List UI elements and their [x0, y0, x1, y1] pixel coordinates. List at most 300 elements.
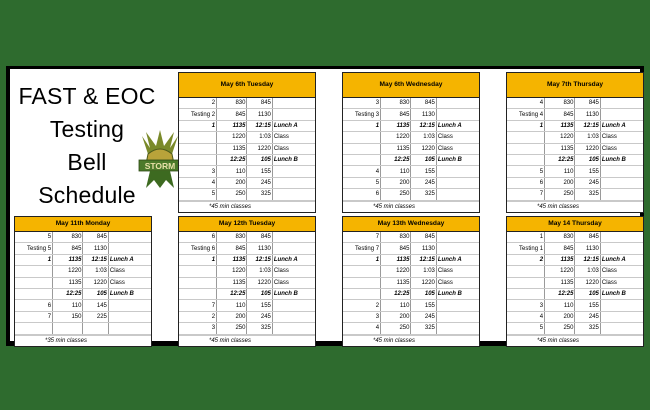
end-time-cell: 1:03: [83, 266, 108, 277]
end-time-cell: 845: [247, 232, 272, 243]
start-time-cell: 250: [381, 323, 411, 334]
schedule-row: [507, 266, 643, 277]
schedule-row: [179, 166, 315, 177]
schedule-row: [15, 254, 151, 265]
schedule-row: [507, 177, 643, 188]
start-time-cell: 830: [545, 98, 575, 109]
end-time-cell: 155: [575, 166, 600, 177]
end-time-cell: 325: [247, 323, 272, 334]
end-time-cell: 105: [83, 288, 108, 299]
start-time-cell: 1220: [381, 132, 411, 143]
schedule-footnote: *45 min classes: [179, 335, 315, 346]
period-cell: Testing 7: [343, 243, 381, 254]
start-time-cell: 110: [217, 300, 247, 311]
storm-logo: [136, 130, 184, 190]
period-cell: 6: [343, 189, 381, 200]
schedule-header: May 6th Tuesday: [179, 73, 315, 98]
start-time-cell: 1220: [53, 266, 83, 277]
period-cell: 1: [507, 120, 545, 131]
end-time-cell: [83, 323, 108, 334]
schedule-header: May 12th Tuesday: [179, 217, 315, 232]
schedule-row: [343, 311, 479, 322]
schedule-footnote: *45 min classes: [343, 201, 479, 212]
start-time-cell: 1135: [545, 120, 575, 131]
note-cell: Class: [600, 143, 643, 154]
schedule-row: [507, 277, 643, 288]
schedule-row: [507, 109, 643, 120]
start-time-cell: 830: [217, 232, 247, 243]
note-cell: [600, 311, 643, 322]
note-cell: Class: [600, 132, 643, 143]
note-cell: Class: [436, 277, 479, 288]
note-cell: Class: [108, 277, 151, 288]
schedule-row: [343, 300, 479, 311]
schedule-row: [343, 109, 479, 120]
schedule-row: [343, 189, 479, 200]
note-cell: Class: [436, 143, 479, 154]
start-time-cell: 845: [381, 109, 411, 120]
end-time-cell: 1:03: [575, 266, 600, 277]
start-time-cell: 1220: [381, 266, 411, 277]
schedule-row: [507, 232, 643, 243]
schedule-row: [507, 254, 643, 265]
schedule-row: [179, 143, 315, 154]
period-cell: [179, 132, 217, 143]
period-cell: 3: [179, 166, 217, 177]
end-time-cell: 155: [575, 300, 600, 311]
logo-text: STORM: [144, 161, 176, 171]
note-cell: [600, 232, 643, 243]
schedule-row: [343, 132, 479, 143]
note-cell: Lunch A: [272, 120, 315, 131]
schedule-footnote: *45 min classes: [507, 335, 643, 346]
note-cell: [600, 98, 643, 109]
note-cell: [272, 323, 315, 334]
end-time-cell: 245: [411, 177, 436, 188]
end-time-cell: 845: [411, 98, 436, 109]
schedule-row: [343, 120, 479, 131]
start-time-cell: 845: [545, 109, 575, 120]
schedule-row: [343, 323, 479, 334]
end-time-cell: 845: [411, 232, 436, 243]
note-cell: [272, 109, 315, 120]
note-cell: [600, 177, 643, 188]
schedule-row: [343, 177, 479, 188]
note-cell: [272, 232, 315, 243]
end-time-cell: 12:15: [575, 120, 600, 131]
schedule-block: [506, 216, 644, 347]
note-cell: Class: [436, 132, 479, 143]
schedule-header: May 11th Monday: [15, 217, 151, 232]
start-time-cell: 12:25: [545, 288, 575, 299]
start-time-cell: 110: [217, 166, 247, 177]
start-time-cell: 110: [381, 300, 411, 311]
schedule-row: [507, 132, 643, 143]
schedule-row: [179, 243, 315, 254]
schedule-row: [179, 288, 315, 299]
start-time-cell: 1135: [545, 254, 575, 265]
end-time-cell: 12:15: [411, 120, 436, 131]
start-time-cell: 1135: [217, 277, 247, 288]
period-cell: 7: [507, 189, 545, 200]
start-time-cell: 12:25: [217, 288, 247, 299]
note-cell: [272, 311, 315, 322]
start-time-cell: 1135: [217, 143, 247, 154]
schedule-row: [507, 311, 643, 322]
period-cell: 1: [343, 254, 381, 265]
schedule-row: [179, 266, 315, 277]
period-cell: [343, 143, 381, 154]
note-cell: [600, 189, 643, 200]
start-time-cell: 110: [53, 300, 83, 311]
schedule-header: May 14 Thursday: [507, 217, 643, 232]
schedule-row: [179, 109, 315, 120]
schedule-row: [179, 254, 315, 265]
period-cell: 2: [179, 98, 217, 109]
start-time-cell: 200: [381, 311, 411, 322]
start-time-cell: 250: [545, 323, 575, 334]
schedule-row: [343, 143, 479, 154]
end-time-cell: 1130: [411, 109, 436, 120]
end-time-cell: 325: [575, 323, 600, 334]
start-time-cell: 1220: [217, 132, 247, 143]
end-time-cell: 1130: [411, 243, 436, 254]
schedule-row: [343, 232, 479, 243]
schedule-row: [179, 132, 315, 143]
period-cell: [15, 266, 53, 277]
note-cell: Class: [600, 266, 643, 277]
schedule-block: [178, 216, 316, 347]
start-time-cell: 250: [217, 323, 247, 334]
period-cell: 5: [507, 166, 545, 177]
end-time-cell: 12:15: [575, 254, 600, 265]
start-time-cell: 110: [545, 166, 575, 177]
end-time-cell: 1:03: [411, 266, 436, 277]
note-cell: Lunch A: [600, 120, 643, 131]
end-time-cell: 105: [411, 288, 436, 299]
title-line: Bell: [67, 149, 107, 175]
period-cell: 3: [179, 323, 217, 334]
period-cell: 3: [507, 300, 545, 311]
schedule-row: [507, 143, 643, 154]
period-cell: 4: [343, 166, 381, 177]
schedule-row: [507, 120, 643, 131]
period-cell: 2: [343, 300, 381, 311]
period-cell: [343, 132, 381, 143]
note-cell: Lunch B: [108, 288, 151, 299]
title-line: Schedule: [38, 182, 136, 208]
end-time-cell: 845: [575, 232, 600, 243]
start-time-cell: 830: [381, 232, 411, 243]
period-cell: 5: [343, 177, 381, 188]
end-time-cell: 845: [575, 98, 600, 109]
start-time-cell: 830: [545, 232, 575, 243]
period-cell: Testing 1: [507, 243, 545, 254]
end-time-cell: 1:03: [575, 132, 600, 143]
period-cell: [343, 277, 381, 288]
start-time-cell: 1135: [53, 277, 83, 288]
period-cell: Testing 3: [343, 109, 381, 120]
schedule-table: [179, 232, 315, 335]
period-cell: [507, 132, 545, 143]
start-time-cell: 250: [217, 189, 247, 200]
note-cell: [436, 109, 479, 120]
period-cell: [179, 277, 217, 288]
schedule-row: [343, 98, 479, 109]
note-cell: Lunch B: [272, 154, 315, 165]
note-cell: [436, 98, 479, 109]
start-time-cell: [53, 323, 83, 334]
end-time-cell: 1:03: [411, 132, 436, 143]
start-time-cell: 830: [53, 232, 83, 243]
start-time-cell: 1135: [53, 254, 83, 265]
end-time-cell: 1220: [247, 143, 272, 154]
start-time-cell: 250: [545, 189, 575, 200]
schedule-table: [343, 98, 479, 201]
start-time-cell: 1135: [381, 254, 411, 265]
period-cell: [179, 143, 217, 154]
schedule-row: [15, 243, 151, 254]
period-cell: [15, 323, 53, 334]
note-cell: Lunch A: [436, 254, 479, 265]
schedule-header: May 13th Wednesday: [343, 217, 479, 232]
schedule-footnote: *35 min classes: [15, 335, 151, 346]
note-cell: Lunch B: [600, 288, 643, 299]
schedule-table: [179, 98, 315, 201]
end-time-cell: 1130: [575, 243, 600, 254]
end-time-cell: 1:03: [247, 132, 272, 143]
start-time-cell: 12:25: [545, 154, 575, 165]
end-time-cell: 325: [411, 323, 436, 334]
note-cell: [108, 323, 151, 334]
period-cell: 7: [15, 311, 53, 322]
end-time-cell: 1130: [575, 109, 600, 120]
schedule-row: [343, 254, 479, 265]
schedule-row: [179, 232, 315, 243]
end-time-cell: 845: [83, 232, 108, 243]
period-cell: [179, 154, 217, 165]
period-cell: 4: [179, 177, 217, 188]
note-cell: [272, 98, 315, 109]
schedule-row: [15, 266, 151, 277]
note-cell: [108, 232, 151, 243]
schedule-table: [15, 232, 151, 335]
schedule-row: [15, 277, 151, 288]
note-cell: [108, 243, 151, 254]
note-cell: [600, 300, 643, 311]
note-cell: Lunch B: [436, 288, 479, 299]
end-time-cell: 1130: [247, 243, 272, 254]
end-time-cell: 245: [575, 177, 600, 188]
note-cell: [600, 109, 643, 120]
schedule-table: [343, 232, 479, 335]
note-cell: [436, 177, 479, 188]
start-time-cell: 12:25: [381, 288, 411, 299]
schedule-row: [15, 288, 151, 299]
start-time-cell: 200: [545, 311, 575, 322]
start-time-cell: 200: [381, 177, 411, 188]
period-cell: 1: [179, 254, 217, 265]
schedule-row: [15, 232, 151, 243]
end-time-cell: 105: [247, 288, 272, 299]
end-time-cell: 325: [247, 189, 272, 200]
schedule-block: [342, 72, 480, 213]
period-cell: 1: [507, 232, 545, 243]
start-time-cell: 1135: [545, 277, 575, 288]
schedule-footnote: *45 min classes: [507, 201, 643, 212]
start-time-cell: 150: [53, 311, 83, 322]
start-time-cell: 1220: [545, 132, 575, 143]
note-cell: [600, 243, 643, 254]
end-time-cell: 105: [411, 154, 436, 165]
title-line: FAST & EOC: [18, 83, 156, 109]
period-cell: 6: [507, 177, 545, 188]
period-cell: 7: [179, 300, 217, 311]
end-time-cell: 1130: [83, 243, 108, 254]
schedule-row: [507, 323, 643, 334]
end-time-cell: 1130: [247, 109, 272, 120]
schedule-row: [343, 277, 479, 288]
schedule-block: [14, 216, 152, 347]
start-time-cell: 845: [53, 243, 83, 254]
end-time-cell: 1220: [575, 143, 600, 154]
note-cell: [272, 189, 315, 200]
note-cell: [108, 300, 151, 311]
period-cell: Testing 6: [179, 243, 217, 254]
period-cell: [507, 288, 545, 299]
note-cell: [436, 311, 479, 322]
end-time-cell: 225: [83, 311, 108, 322]
note-cell: Class: [272, 277, 315, 288]
note-cell: Lunch A: [108, 254, 151, 265]
note-cell: Lunch A: [272, 254, 315, 265]
start-time-cell: 1135: [381, 277, 411, 288]
schedule-row: [179, 323, 315, 334]
period-cell: [507, 143, 545, 154]
note-cell: Class: [600, 277, 643, 288]
end-time-cell: 245: [247, 311, 272, 322]
period-cell: 6: [179, 232, 217, 243]
period-cell: [179, 288, 217, 299]
note-cell: Lunch B: [600, 154, 643, 165]
schedule-row: [343, 288, 479, 299]
note-cell: [436, 323, 479, 334]
note-cell: Lunch A: [600, 254, 643, 265]
note-cell: Lunch A: [436, 120, 479, 131]
end-time-cell: 12:15: [83, 254, 108, 265]
note-cell: Class: [272, 266, 315, 277]
start-time-cell: 110: [545, 300, 575, 311]
title-line: Testing: [49, 116, 125, 142]
period-cell: 3: [343, 98, 381, 109]
period-cell: 1: [179, 120, 217, 131]
note-cell: [436, 189, 479, 200]
start-time-cell: 110: [381, 166, 411, 177]
end-time-cell: 1220: [411, 143, 436, 154]
schedule-row: [179, 98, 315, 109]
start-time-cell: 845: [217, 109, 247, 120]
period-cell: [15, 288, 53, 299]
period-cell: 4: [343, 323, 381, 334]
start-time-cell: 12:25: [53, 288, 83, 299]
schedule-row: [507, 189, 643, 200]
period-cell: 5: [507, 323, 545, 334]
schedule-block: [506, 72, 644, 213]
note-cell: [272, 177, 315, 188]
schedule-row: [15, 323, 151, 334]
period-cell: [15, 277, 53, 288]
schedule-row: [179, 277, 315, 288]
note-cell: Lunch B: [436, 154, 479, 165]
schedule-block: [178, 72, 316, 213]
start-time-cell: 200: [545, 177, 575, 188]
end-time-cell: 105: [575, 288, 600, 299]
note-cell: [600, 323, 643, 334]
period-cell: [343, 288, 381, 299]
note-cell: Lunch B: [272, 288, 315, 299]
note-cell: [436, 300, 479, 311]
schedule-row: [507, 166, 643, 177]
start-time-cell: 200: [217, 311, 247, 322]
schedule-row: [179, 120, 315, 131]
end-time-cell: 1220: [575, 277, 600, 288]
schedule-header: May 7th Thursday: [507, 73, 643, 98]
period-cell: 4: [507, 311, 545, 322]
schedule-header: May 6th Wednesday: [343, 73, 479, 98]
note-cell: [272, 243, 315, 254]
note-cell: [436, 166, 479, 177]
schedule-row: [507, 98, 643, 109]
start-time-cell: 200: [217, 177, 247, 188]
end-time-cell: 1220: [83, 277, 108, 288]
start-time-cell: 12:25: [217, 154, 247, 165]
schedule-row: [507, 300, 643, 311]
schedule-row: [343, 166, 479, 177]
end-time-cell: 105: [247, 154, 272, 165]
end-time-cell: 12:15: [247, 254, 272, 265]
period-cell: [343, 266, 381, 277]
end-time-cell: 105: [575, 154, 600, 165]
schedule-row: [507, 154, 643, 165]
end-time-cell: 845: [247, 98, 272, 109]
start-time-cell: 1220: [217, 266, 247, 277]
note-cell: Class: [272, 132, 315, 143]
schedule-row: [15, 300, 151, 311]
note-cell: Class: [108, 266, 151, 277]
note-cell: [600, 166, 643, 177]
period-cell: [179, 266, 217, 277]
start-time-cell: 1135: [217, 120, 247, 131]
end-time-cell: 245: [247, 177, 272, 188]
schedule-row: [179, 311, 315, 322]
schedule-row: [507, 243, 643, 254]
start-time-cell: 1135: [217, 254, 247, 265]
schedule-row: [179, 189, 315, 200]
period-cell: [507, 154, 545, 165]
end-time-cell: 325: [575, 189, 600, 200]
end-time-cell: 1220: [247, 277, 272, 288]
end-time-cell: 12:15: [411, 254, 436, 265]
end-time-cell: 245: [575, 311, 600, 322]
period-cell: 2: [507, 254, 545, 265]
schedule-row: [343, 266, 479, 277]
start-time-cell: 12:25: [381, 154, 411, 165]
schedule-row: [507, 288, 643, 299]
period-cell: 3: [343, 311, 381, 322]
end-time-cell: 1220: [411, 277, 436, 288]
note-cell: [272, 166, 315, 177]
end-time-cell: 1:03: [247, 266, 272, 277]
